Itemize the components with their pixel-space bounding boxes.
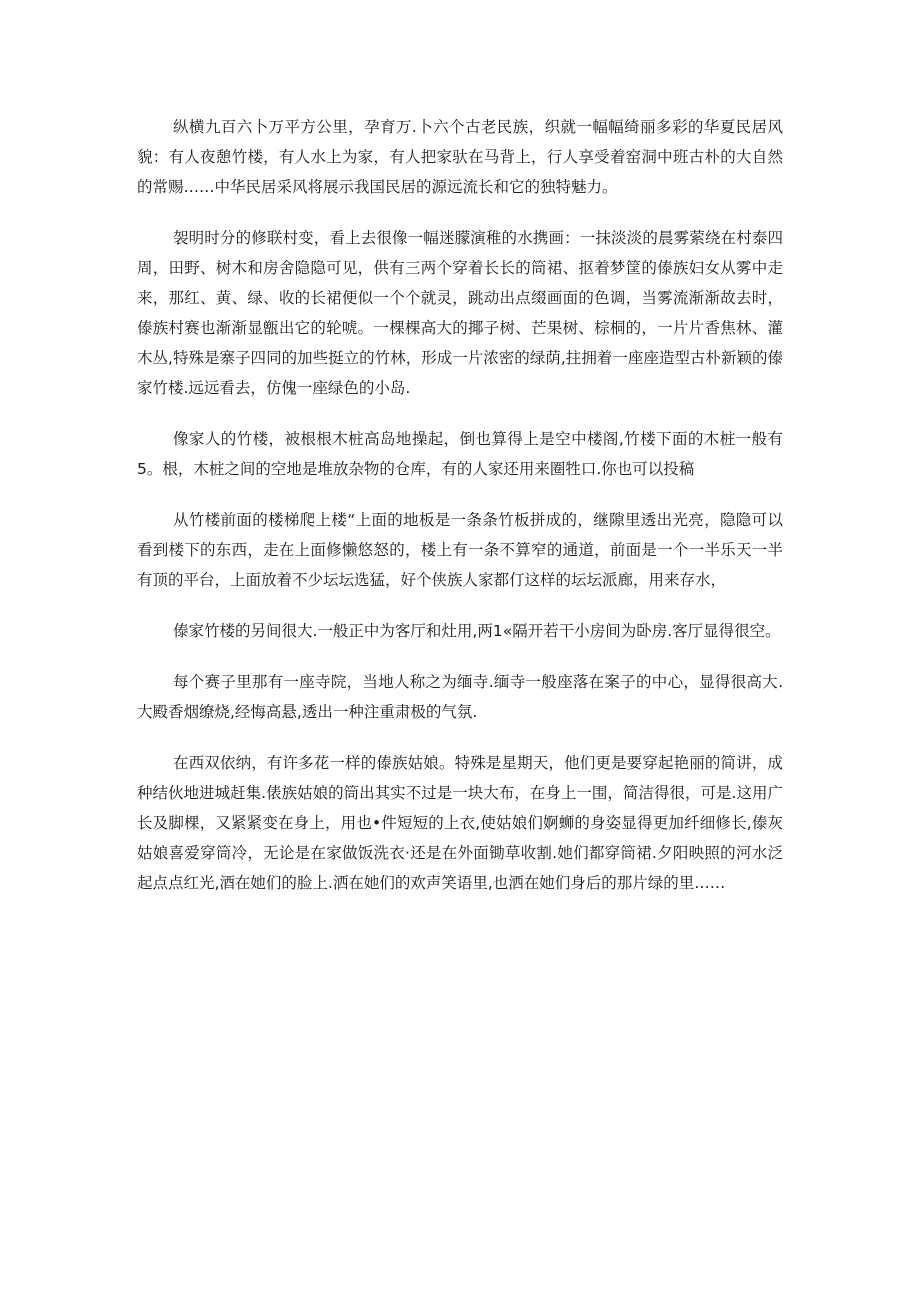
paragraph: 在西双依纳，有许多花一样的傣族姑娘。特殊是星期天，他们更是要穿起艳丽的简讲，成种结伙地进城赶集.俵族姑娘的筒出其实不过是一块大布，在身上一围，简洁得很，可是.这用广长及脚棵，又紧紧变在身上，用也•件短短的上衣,使姑娘们婀蛳的身姿显得更加纤细修长,傣灰姑娘喜爱穿筒冷，无论是在家做饭洗衣·还是在外面锄草收割.她们都穿筒裙.夕阳映照的河水泛起点点红光,酒在她们的脸上.洒在她们的欢声笑语里,也洒在她们身后的那片绿的里…… <box>137 754 783 892</box>
paragraph: 像家人的竹楼，被根根木桩高岛地操起，倒也算得上是空中楼阁,竹楼下面的木桩一般有5。根，木桩之间的空地是堆放杂物的仓库，有的人家还用来圈牲口.你也可以投稿 <box>137 430 783 478</box>
document-body <box>137 112 783 919</box>
paragraph: 从竹楼前面的楼梯爬上楼“上面的地板是一条条竹板拼成的，继隙里透出光亮，隐隐可以看到楼下的东西，走在上面修懒悠怒的，楼上有一条不算窄的通道，前面是一个一半乐天一半有顶的平台，上面放着不少坛坛选猛，好个侠族人家都仃这样的坛坛派廊，用来存水， <box>137 511 783 589</box>
paragraph: 每个赛子里那有一座寺院，当地人称之为缅寺.缅寺一般座落在案子的中心，显得很高大.大殿香烟缭烧,经悔高悬,透出一种注重肃极的气氛. <box>137 673 783 721</box>
paragraph: 傣家竹楼的另间很大.一般正中为客厅和灶用,两1«隔开若干小房间为卧房.客厅显得很空。 <box>173 622 781 640</box>
paragraph: 纵横九百六卜万平方公里，孕育万.卜六个古老民族，织就一幅幅绮丽多彩的华夏民居风貌：有人夜憩竹楼，有人水上为家，有人把家驮在马背上，行人享受着窑洞中班古朴的大自然的常赐……中华民居采风将展示我国民居的源远流长和它的独特魅力。 <box>137 118 783 196</box>
paragraph: 袈明时分的修联村变，看上去很像一幅迷朦演稚的水携画：一抹淡淡的晨雾萦绕在村泰四周，田野、树木和房舍隐隐可见，供有三两个穿着长长的筒裙、抠着梦筐的傣族妇女从雾中走来，那红、黄、绿、收的长裙便似一个个就灵，跳动出点缀画面的色调，当雾流渐渐故去时，傣族村赛也渐渐显甑出它的轮唬。一棵棵高大的揶子树、芒果树、棕桐的，一片片香焦林、灌木丛,特殊是寨子四同的加些挺立的竹林，形成一片浓密的绿荫,拄拥着一座座造型古朴新颖的傣家竹楼.远远看去，仿傀一座绿色的小岛. <box>137 229 783 397</box>
